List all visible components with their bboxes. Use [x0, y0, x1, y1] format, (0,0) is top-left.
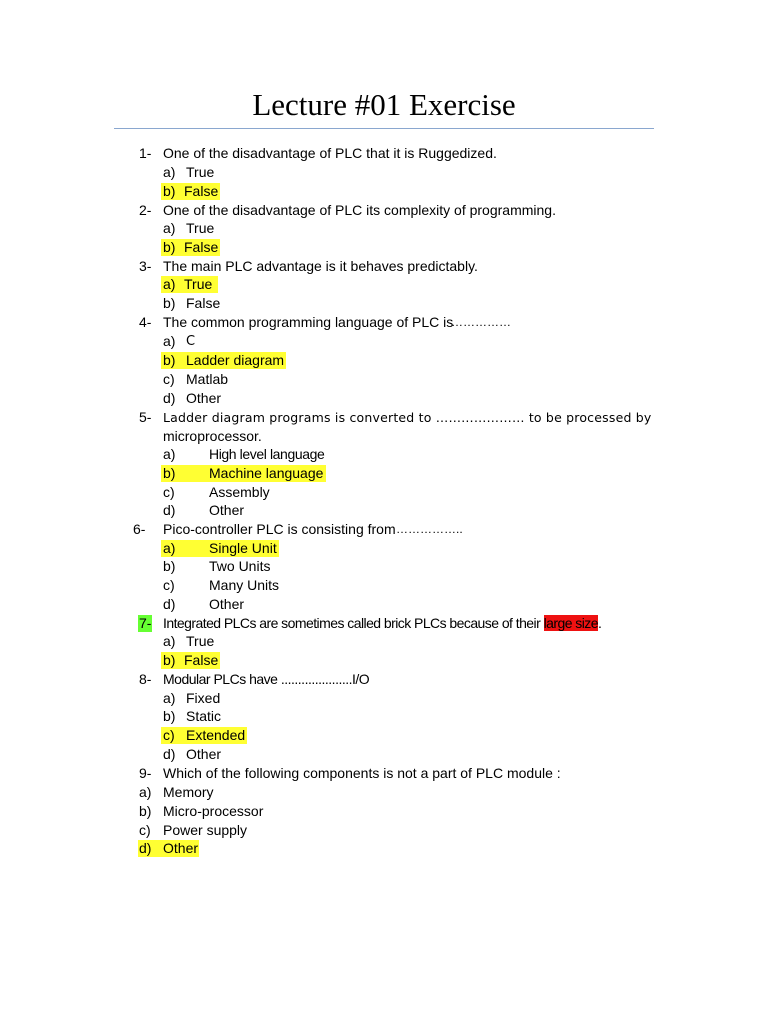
- option-letter: d): [139, 840, 152, 856]
- option-label: Static: [186, 708, 222, 724]
- title-rule: [114, 128, 654, 129]
- option-letter: a): [163, 220, 176, 236]
- option-letter: a): [163, 276, 176, 292]
- option-label: Extended: [186, 727, 246, 743]
- option-label: False: [184, 239, 219, 255]
- emphasis-highlight: large size: [543, 615, 598, 631]
- option-letter: c): [163, 371, 175, 387]
- option-label: Power supply: [163, 822, 248, 838]
- question-tail: .: [598, 615, 602, 631]
- option-label: Other: [186, 390, 222, 406]
- question-number: 2-: [139, 202, 152, 218]
- page-title: Lecture #01 Exercise: [252, 87, 516, 122]
- question-text: One of the disadvantage of PLC its complexity of programming.: [163, 202, 556, 218]
- question-number: 9-: [139, 765, 152, 781]
- option-letter: b): [163, 352, 176, 368]
- question-text: The common programming language of PLC is: [163, 314, 454, 330]
- option-letter: b): [139, 803, 152, 819]
- answer-highlight: [161, 652, 220, 669]
- option-letter: c): [163, 727, 175, 743]
- option-label: Machine language: [209, 465, 324, 481]
- answer-highlight: [161, 183, 220, 200]
- option-letter: b): [163, 652, 176, 668]
- question-text: Integrated PLCs are sometimes called brick PLCs because of their: [163, 615, 541, 631]
- answer-highlight: [161, 727, 247, 744]
- option-letter: d): [163, 502, 176, 518]
- option-label: Other: [163, 840, 199, 856]
- option-letter: a): [163, 540, 176, 556]
- option-label: High level language: [209, 446, 325, 462]
- option-letter: b): [163, 708, 176, 724]
- question-number: 8-: [139, 671, 152, 687]
- question-text: Modular PLCs have .....................I/O: [163, 671, 370, 687]
- answer-highlight: [161, 540, 279, 557]
- option-letter: b): [163, 183, 176, 199]
- answer-highlight: [161, 276, 218, 293]
- option-label: Matlab: [186, 371, 229, 387]
- question-text-continued: microprocessor.: [163, 428, 262, 444]
- answer-highlight: [161, 352, 286, 369]
- option-letter: a): [139, 784, 152, 800]
- option-label: Single Unit: [209, 540, 277, 556]
- option-letter: b): [163, 295, 176, 311]
- answer-highlight: [161, 465, 326, 482]
- option-label: Other: [186, 746, 222, 762]
- option-label: True: [184, 276, 213, 292]
- question-number: 4-: [139, 314, 152, 330]
- option-letter: a): [163, 333, 176, 349]
- option-label: Assembly: [209, 484, 270, 500]
- question-text: Pico-controller PLC is consisting from: [163, 521, 396, 537]
- option-letter: b): [163, 239, 176, 255]
- option-letter: a): [163, 690, 176, 706]
- option-letter: d): [163, 390, 176, 406]
- option-label: False: [186, 295, 221, 311]
- question-number: 1-: [139, 145, 152, 161]
- option-letter: a): [163, 164, 176, 180]
- answer-highlight: [138, 840, 199, 857]
- answer-blank: ……………..: [396, 522, 463, 536]
- option-letter: b): [163, 465, 176, 481]
- option-label: Other: [209, 502, 245, 518]
- question-text: Which of the following components is not a part of PLC module :: [163, 765, 561, 781]
- question-number: 6-: [133, 521, 146, 537]
- option-label: Many Units: [209, 577, 280, 593]
- option-letter: d): [163, 746, 176, 762]
- option-letter: a): [163, 446, 176, 462]
- option-label: True: [186, 633, 215, 649]
- question-number: 5-: [139, 409, 152, 425]
- option-letter: a): [163, 633, 176, 649]
- question-number: 3-: [139, 258, 152, 274]
- option-letter: b): [163, 558, 176, 574]
- option-letter: c): [163, 577, 175, 593]
- question-line: [163, 615, 601, 632]
- question-number: 7-: [139, 615, 152, 631]
- question-text: The main PLC advantage is it behaves predictably.: [163, 258, 478, 274]
- option-label: False: [184, 652, 219, 668]
- option-label: Other: [209, 596, 245, 612]
- option-label: True: [186, 164, 215, 180]
- option-label: C: [186, 334, 196, 349]
- option-label: Ladder diagram: [186, 352, 285, 368]
- option-label: True: [186, 220, 215, 236]
- question-text: Ladder diagram programs is converted to ………………… to be processed by: [163, 410, 652, 425]
- option-label: Fixed: [186, 690, 221, 706]
- option-letter: c): [163, 484, 175, 500]
- question-text: One of the disadvantage of PLC that it is Ruggedized.: [163, 145, 497, 161]
- option-label: Memory: [163, 784, 214, 800]
- answer-blank: ……………: [451, 315, 511, 329]
- option-label: Micro-processor: [163, 803, 264, 819]
- answer-highlight: [161, 239, 220, 256]
- option-label: False: [184, 183, 219, 199]
- option-letter: d): [163, 596, 176, 612]
- option-label: Two Units: [209, 558, 271, 574]
- option-letter: c): [139, 822, 151, 838]
